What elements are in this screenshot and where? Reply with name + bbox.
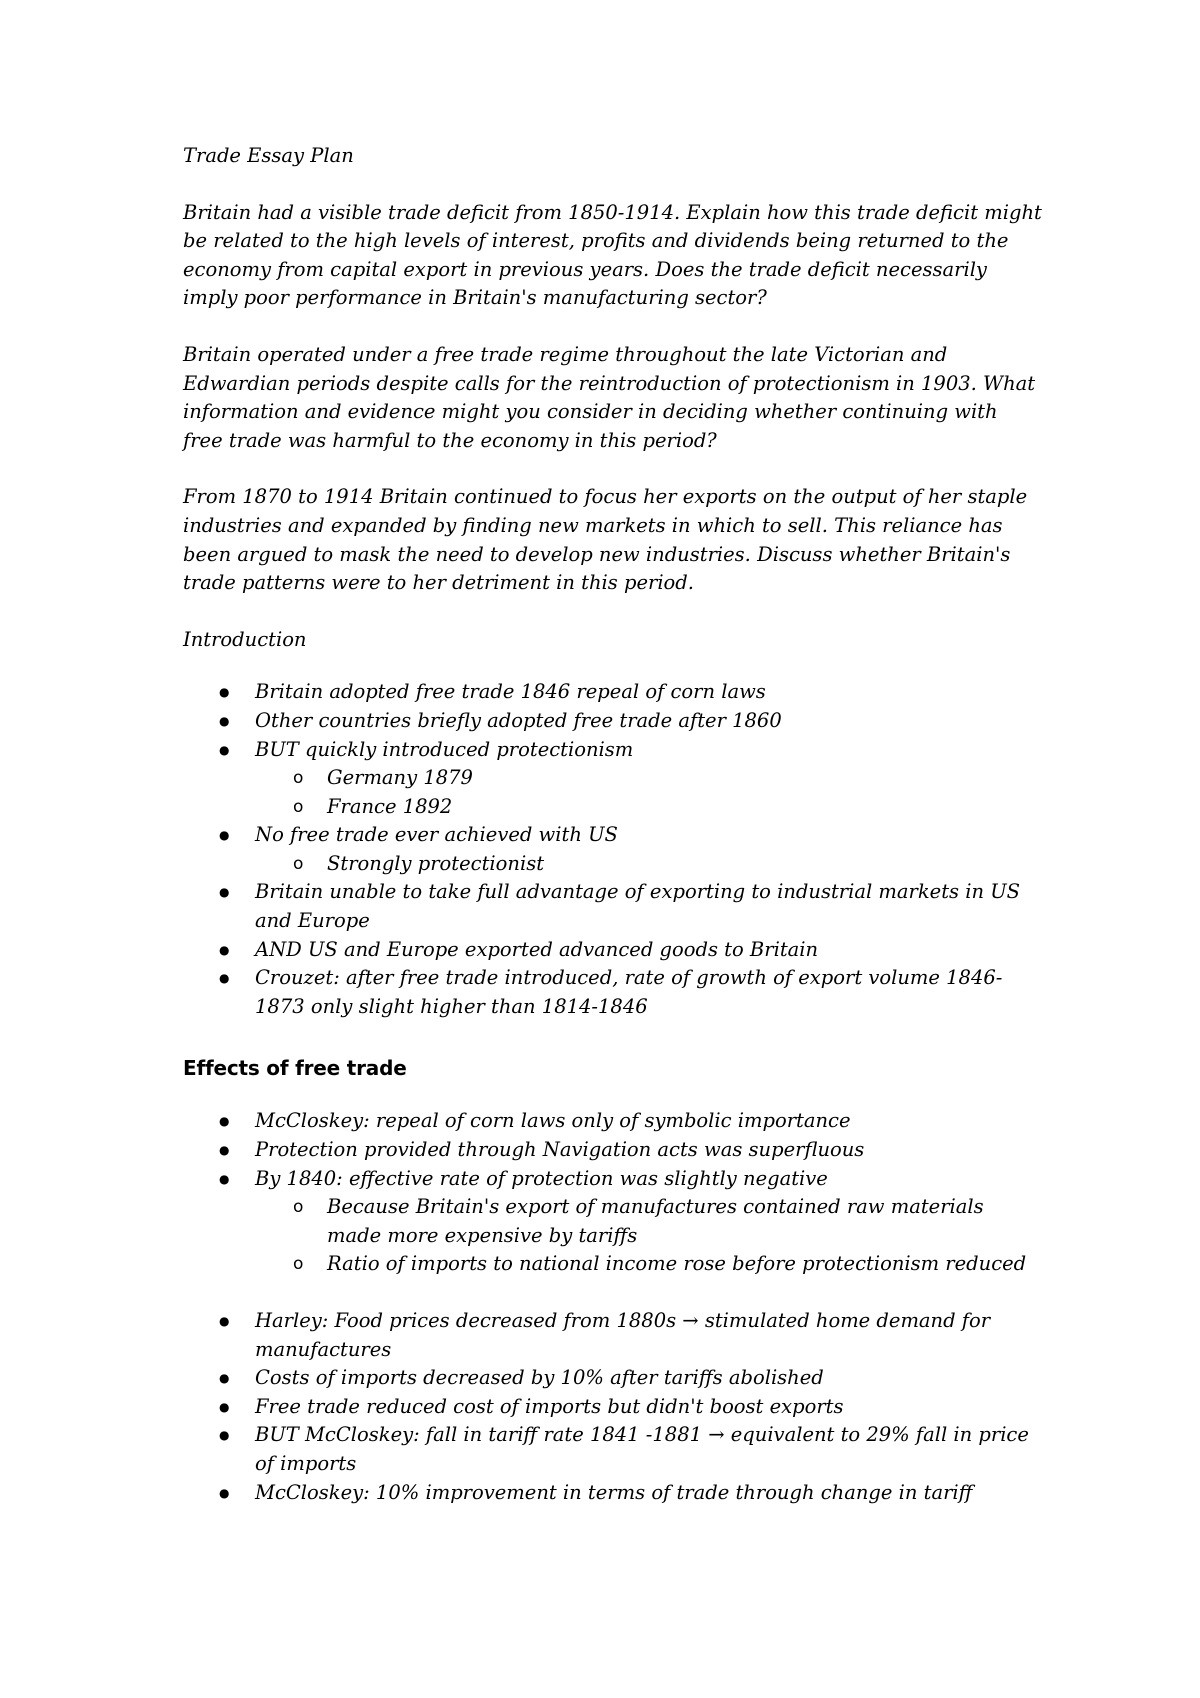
- effects-heading: Effects of free trade: [183, 1056, 407, 1081]
- list-item: ● BUT quickly introduced protectionism: [183, 736, 1043, 765]
- list-item: ● McCloskey: 10% improvement in terms of trade through change in tariff: [183, 1479, 1043, 1508]
- introduction-list: [183, 678, 1043, 1021]
- list-item: ● BUT McCloskey: fall in tariff rate 1841 -1881 → equivalent to 29% fall in price of imports: [183, 1421, 1043, 1478]
- essay-question-3: From 1870 to 1914 Britain continued to focus her exports on the output of her staple industries and expanded by finding new markets in which to sell. This reliance has been argued to mask the need to develop new industries. Discuss whether Britain's trade patterns were to her detriment in this period.: [183, 485, 1028, 595]
- spacer: [183, 1279, 1043, 1307]
- sub-list-item: o Ratio of imports to national income rose before protectionism reduced: [183, 1250, 1043, 1279]
- sub-list-item: o Because Britain's export of manufactures contained raw materials made more expensive by tariffs: [183, 1193, 1043, 1250]
- list-item: ● Britain unable to take full advantage of exporting to industrial markets in US and Europe: [183, 878, 1043, 935]
- list-item: ● McCloskey: repeal of corn laws only of symbolic importance: [183, 1107, 1043, 1136]
- list-item: ● By 1840: effective rate of protection was slightly negative: [183, 1165, 1043, 1194]
- list-item: ● AND US and Europe exported advanced goods to Britain: [183, 936, 1043, 965]
- list-item: ● Crouzet: after free trade introduced, rate of growth of export volume 1846-1873 only slight higher than 1814-1846: [183, 964, 1043, 1021]
- list-item: ● Other countries briefly adopted free trade after 1860: [183, 707, 1043, 736]
- list-item: ● Free trade reduced cost of imports but didn't boost exports: [183, 1393, 1043, 1422]
- essay-question-1: Britain had a visible trade deficit from 1850-1914. Explain how this trade deficit might be related to the high levels of interest, profits and dividends being returned to the economy from capital export in previous years. Does the trade deficit necessarily imply poor performance in Britain's manufacturing sector?: [183, 200, 1042, 310]
- introduction-heading: Introduction: [183, 627, 307, 651]
- document-title: Trade Essay Plan: [183, 144, 354, 167]
- sub-list-item: o Germany 1879: [183, 764, 1043, 793]
- list-item: ● Costs of imports decreased by 10% after tariffs abolished: [183, 1364, 1043, 1393]
- document-page: [183, 142, 1043, 1507]
- list-item: ● Britain adopted free trade 1846 repeal of corn laws: [183, 678, 1043, 707]
- list-item: ● Harley: Food prices decreased from 1880s → stimulated home demand for manufactures: [183, 1307, 1043, 1364]
- sub-list-item: o France 1892: [183, 793, 1043, 822]
- sub-list-item: o Strongly protectionist: [183, 850, 1043, 879]
- essay-question-2: Britain operated under a free trade regime throughout the late Victorian and Edwardian periods despite calls for the reintroduction of protectionism in 1903. What information and evidence might you consider in deciding whether continuing with free trade was harmful to the economy in this period?: [183, 342, 1036, 452]
- effects-list: [183, 1107, 1043, 1279]
- effects-list-continued: [183, 1307, 1043, 1507]
- list-item: ● No free trade ever achieved with US: [183, 821, 1043, 850]
- list-item: ● Protection provided through Navigation acts was superfluous: [183, 1136, 1043, 1165]
